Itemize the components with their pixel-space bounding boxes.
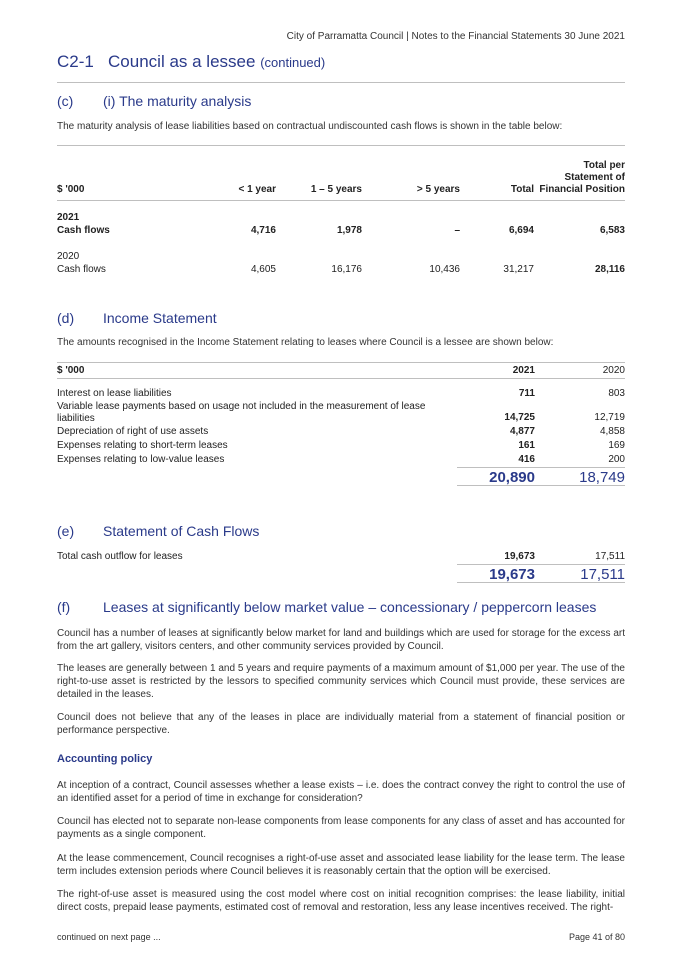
maturity-col-sofp: Total per Statement of Financial Position xyxy=(539,160,625,195)
table-row: Cash flows 4,605 16,176 10,436 31,217 28,116 xyxy=(57,263,625,275)
page-header: City of Parramatta Council | Notes to the Financial Statements 30 June 2021 xyxy=(286,31,625,42)
table-row: Total cash outflow for leases 19,673 17,511 xyxy=(57,550,625,565)
maturity-table-top-rule xyxy=(57,145,625,146)
section-d-title: Income Statement xyxy=(103,310,217,326)
section-c-title: (i) The maturity analysis xyxy=(103,93,252,109)
cash-flows-table xyxy=(57,550,625,583)
section-c-letter: (c) xyxy=(57,93,74,109)
section-f-letter: (f) xyxy=(57,599,71,615)
section-f-paragraph-2: The leases are generally between 1 and 5 years and require payments of a maximum amount of $1,000 per year. The use of the right-to-use asset is restricted by the lessors to specified community services which Council must provide, these services are detailed in the leases. xyxy=(57,663,625,700)
cash-flows-total-row xyxy=(57,565,625,583)
maturity-col-lt1: < 1 year xyxy=(238,184,276,195)
section-c-heading xyxy=(57,93,251,109)
section-f-paragraph-3: Council does not believe that any of the leases in place are individually material from a statement of financial position or performance perspective. xyxy=(57,712,625,736)
maturity-col-label: $ '000 xyxy=(57,184,85,195)
maturity-col-gt5: > 5 years xyxy=(416,184,460,195)
title-code: C2-1 xyxy=(57,52,94,71)
maturity-table xyxy=(57,150,625,277)
maturity-header-row xyxy=(57,150,625,196)
policy-paragraph-1: At inception of a contract, Council assesses whether a lease exists – i.e. does the contract convey the right to control the use of an identified asset for a period of time in exchange for consideration? xyxy=(57,780,625,804)
footer-continued: continued on next page ... xyxy=(57,932,161,942)
section-e-heading xyxy=(57,523,259,539)
section-f-title: Leases at significantly below market value – concessionary / peppercorn leases xyxy=(103,599,597,615)
income-total-2021: 20,890 xyxy=(457,467,535,485)
cash-flows-total-2020: 17,511 xyxy=(535,565,625,583)
section-e-letter: (e) xyxy=(57,523,75,539)
section-c-intro: The maturity analysis of lease liabilities based on contractual undiscounted cash flows is shown in the table below: xyxy=(57,121,563,132)
title-suffix: (continued) xyxy=(260,55,326,70)
page-title xyxy=(57,52,325,72)
section-e-title: Statement of Cash Flows xyxy=(103,523,260,539)
accounting-policy-heading: Accounting policy xyxy=(57,753,153,765)
section-f-paragraph-1: Council has a number of leases at significantly below market for land and buildings which are used for storage for the excess art from the art gallery, visitors centers, and other community services provided by Council. xyxy=(57,628,625,652)
footer-page-number: Page 41 of 80 xyxy=(568,932,625,942)
title-divider xyxy=(57,82,625,83)
maturity-year-2020: 2020 xyxy=(57,250,80,262)
income-statement-table xyxy=(57,362,625,486)
cash-flows-total-2021: 19,673 xyxy=(457,565,535,583)
policy-paragraph-2: Council has elected not to separate non-lease components from lease components for any class of asset and has accounted for payments as a single component. xyxy=(57,816,625,840)
maturity-year-2021: 2021 xyxy=(57,211,80,223)
maturity-col-total: Total xyxy=(510,184,534,195)
table-row: Interest on lease liabilities 711 803 xyxy=(57,387,625,399)
title-text: Council as a lessee xyxy=(108,52,256,71)
policy-paragraph-4: The right-of-use asset is measured using the cost model where cost on initial recognition comprises: the lease liability, initial direct costs, prepaid lease payments, estimated cost of removal and restoration, less any lease incentives received. The right- xyxy=(57,889,625,913)
table-row: Expenses relating to low-value leases 416 200 xyxy=(57,453,625,465)
policy-paragraph-3: At the lease commencement, Council recognises a right-of-use asset and associated lease liability for the lease term. The lease term includes extension periods where Council believes it is reasonably certain that the option will be exercised. xyxy=(57,853,625,877)
section-d-heading xyxy=(57,310,217,326)
section-d-letter: (d) xyxy=(57,310,75,326)
income-header-row: $ '000 2021 2020 xyxy=(57,363,625,379)
section-d-intro: The amounts recognised in the Income Statement relating to leases where Council is a lessee are shown below: xyxy=(57,337,554,348)
income-total-row xyxy=(57,467,625,485)
table-row: Expenses relating to short-term leases 161 169 xyxy=(57,439,625,451)
section-f-heading xyxy=(57,599,596,615)
table-row: Cash flows 4,716 1,978 – 6,694 6,583 xyxy=(57,224,625,236)
table-row: Variable lease payments based on usage not included in the measurement of lease liabilities 14,725 12,719 xyxy=(57,400,625,424)
maturity-col-1to5: 1 – 5 years xyxy=(310,184,362,195)
table-row: Depreciation of right of use assets 4,877 4,858 xyxy=(57,425,625,437)
income-total-2020: 18,749 xyxy=(535,467,625,485)
